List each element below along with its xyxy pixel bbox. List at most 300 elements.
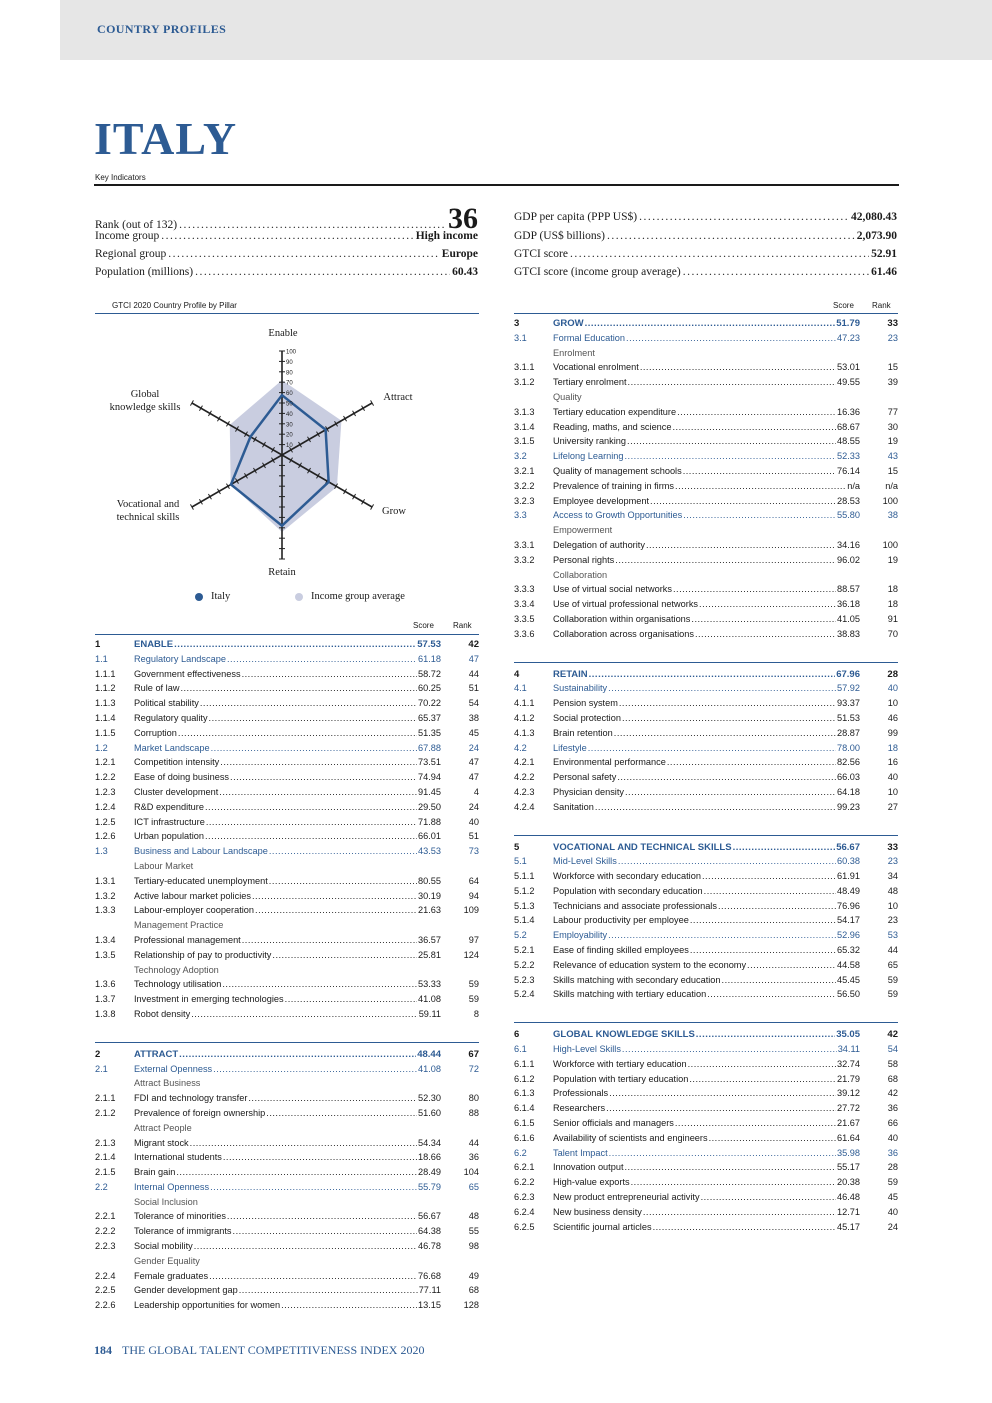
indicator-table-left: [95, 639, 479, 1315]
row-code: 2.1: [95, 1063, 108, 1074]
row-score: 48.44: [417, 1048, 441, 1060]
row-rank: 40: [887, 683, 898, 694]
row-code: 2.2.2: [95, 1226, 116, 1237]
table-row: [95, 1108, 479, 1123]
key-gdp: [514, 230, 897, 248]
row-score: 36.57: [418, 934, 441, 945]
row-name: Ease of finding skilled employees: [553, 945, 689, 956]
key-label: Rank (out of 132): [95, 219, 178, 231]
row-code: 4: [514, 668, 520, 680]
legend-italy: [195, 591, 230, 602]
row-rank: 24: [887, 1221, 898, 1232]
row-code: 3.3.3: [514, 584, 535, 595]
row-code: 1.3.1: [95, 875, 116, 886]
table-row: [95, 1093, 479, 1108]
row-code: 1.3.6: [95, 979, 116, 990]
legend-dot-icon: [195, 593, 203, 601]
table-row: [95, 787, 479, 802]
row-code: 2.1.1: [95, 1093, 116, 1104]
row-code: 2.2.4: [95, 1270, 116, 1281]
row-score: 64.18: [837, 786, 860, 797]
row-name: ICT infrastructure: [134, 816, 205, 827]
sub-pillar-row: [514, 930, 898, 945]
row-rank: 73: [468, 846, 479, 857]
row-rank: 67: [468, 1048, 479, 1060]
table-row: [95, 935, 479, 950]
sub-pillar-row: [514, 510, 898, 525]
table-row: [95, 772, 479, 787]
row-code: 5.1.3: [514, 900, 535, 911]
row-rank: 91: [887, 613, 898, 624]
table-row: [95, 876, 479, 891]
row-score: 48.55: [837, 436, 860, 447]
row-name: High-value exports: [553, 1177, 630, 1188]
row-score: 80.55: [418, 875, 441, 886]
key-regional-group: [95, 248, 478, 266]
row-score: 96.02: [837, 554, 860, 565]
row-code: 3.1.3: [514, 406, 535, 417]
row-name: Population with secondary education: [553, 885, 703, 896]
row-rank: 24: [468, 742, 479, 753]
table-row: [514, 422, 898, 437]
table-row: [514, 802, 898, 817]
row-name: Sustainability: [553, 683, 608, 694]
table-row: [514, 1207, 898, 1222]
row-rank: 68: [468, 1285, 479, 1296]
row-name: Senior officials and managers: [553, 1118, 674, 1129]
row-rank: 70: [887, 628, 898, 639]
row-name: ATTRACT: [134, 1048, 179, 1060]
sub-pillar-row: [95, 654, 479, 669]
row-rank: 100: [882, 539, 898, 550]
row-rank: 10: [887, 786, 898, 797]
table-row: [514, 555, 898, 570]
row-rank: 64: [468, 875, 479, 886]
row-name: Technology utilisation: [134, 979, 222, 990]
axis-label-global-knowledge: Global knowledge skills: [109, 389, 181, 413]
row-name: Leadership opportunities for women: [134, 1300, 281, 1311]
row-score: 12.71: [837, 1206, 860, 1217]
row-score: 78.00: [837, 742, 860, 753]
section-header-bar: [60, 0, 992, 60]
row-name: Collaboration: [553, 569, 608, 580]
table-row: [514, 871, 898, 886]
key-label: GTCI score: [514, 248, 568, 260]
row-name: Physician density: [553, 786, 624, 797]
row-name: RETAIN: [553, 668, 588, 680]
key-value: 52.91: [871, 248, 897, 260]
key-label: GTCI score (income group average): [514, 266, 681, 278]
row-score: 60.38: [837, 856, 860, 867]
row-rank: 27: [887, 801, 898, 812]
row-name: Attract Business: [134, 1078, 201, 1089]
table-row: [95, 1285, 479, 1300]
row-score: 43.53: [418, 846, 441, 857]
row-score: 73.51: [418, 757, 441, 768]
row-code: 1.2.2: [95, 772, 116, 783]
row-score: 51.35: [418, 727, 441, 738]
row-name: Political stability: [134, 698, 199, 709]
row-code: 1.3.3: [95, 905, 116, 916]
row-name: Mid-Level Skills: [553, 856, 617, 867]
row-rank: 40: [887, 1132, 898, 1143]
table-row: [514, 886, 898, 901]
table-row: [514, 698, 898, 713]
sub-pillar-row: [514, 856, 898, 871]
row-name: Regulatory quality: [134, 712, 208, 723]
row-code: 3.3.4: [514, 599, 535, 610]
row-rank: 48: [468, 1211, 479, 1222]
row-name: Scientific journal articles: [553, 1221, 652, 1232]
row-name: Employability: [553, 930, 608, 941]
table-row: [95, 979, 479, 994]
group-label-row: [95, 1123, 479, 1138]
row-score: 56.67: [418, 1211, 441, 1222]
row-name: Market Landscape: [134, 742, 210, 753]
row-rank: 28: [887, 1162, 898, 1173]
row-rank: 36: [468, 1152, 479, 1163]
row-name: Population with tertiary education: [553, 1073, 689, 1084]
row-rank: 15: [887, 362, 898, 373]
row-code: 5.2.2: [514, 959, 535, 970]
row-rank: 40: [468, 816, 479, 827]
row-name: Environmental performance: [553, 757, 666, 768]
sub-pillar-row: [95, 743, 479, 758]
table-row: [514, 1059, 898, 1074]
row-score: 82.56: [837, 757, 860, 768]
table-row: [95, 1226, 479, 1241]
pillar-row: [514, 1029, 898, 1044]
row-code: 2.2.5: [95, 1285, 116, 1296]
row-score: 55.80: [837, 510, 860, 521]
row-name: Researchers: [553, 1103, 606, 1114]
row-score: 66.03: [837, 772, 860, 783]
row-score: 36.18: [837, 599, 860, 610]
row-name: Technology Adoption: [134, 964, 219, 975]
row-rank: 55: [468, 1226, 479, 1237]
table-row: [514, 1133, 898, 1148]
row-code: 3.3: [514, 510, 527, 521]
row-score: 25.81: [418, 949, 441, 960]
section-title: COUNTRY PROFILES: [97, 22, 227, 36]
row-name: Use of virtual professional networks: [553, 599, 699, 610]
row-code: 4.2.3: [514, 786, 535, 797]
row-name: High-Level Skills: [553, 1044, 621, 1055]
key-population: [95, 266, 478, 284]
legend-label: Italy: [211, 591, 231, 602]
row-score: 46.48: [837, 1192, 860, 1203]
row-name: Sanitation: [553, 801, 594, 812]
table-row: [95, 1211, 479, 1226]
row-name: Rule of law: [134, 683, 180, 694]
row-name: Social Inclusion: [134, 1196, 198, 1207]
row-score: 51.60: [418, 1107, 441, 1118]
row-rank: 124: [463, 949, 479, 960]
divider: [514, 313, 898, 314]
table-row: [514, 1162, 898, 1177]
row-rank: 97: [468, 934, 479, 945]
row-name: R&D expenditure: [134, 801, 204, 812]
row-rank: 77: [887, 406, 898, 417]
row-rank: 16: [887, 757, 898, 768]
group-label-row: [95, 920, 479, 935]
row-name: Ease of doing business: [134, 772, 230, 783]
table-row: [514, 1222, 898, 1237]
row-code: 3.3.6: [514, 628, 535, 639]
row-score: 56.67: [836, 841, 860, 853]
row-rank: 36: [887, 1103, 898, 1114]
key-label: Regional group: [95, 248, 167, 260]
sub-pillar-row: [514, 1044, 898, 1059]
divider: [514, 662, 898, 663]
row-rank: 39: [887, 377, 898, 388]
row-score: 52.33: [837, 451, 860, 462]
indicator-table-right: [514, 318, 898, 1236]
row-code: 3.1.5: [514, 436, 535, 447]
radar-tick-label: 70: [286, 380, 293, 387]
sub-pillar-row: [514, 1148, 898, 1163]
pillar-row: [514, 318, 898, 333]
table-row: [514, 496, 898, 511]
row-name: Urban population: [134, 831, 204, 842]
table-row: [514, 757, 898, 772]
key-rank: [95, 202, 478, 235]
table-row: [95, 757, 479, 772]
row-score: 49.55: [837, 377, 860, 388]
row-code: 1.2.6: [95, 831, 116, 842]
radar-tick-label: 40: [286, 411, 293, 418]
row-code: 2.1.5: [95, 1167, 116, 1178]
row-rank: 54: [468, 698, 479, 709]
sub-pillar-row: [514, 451, 898, 466]
row-name: Attract People: [134, 1122, 192, 1133]
row-name: Skills matching with secondary education: [553, 974, 721, 985]
row-score: 35.98: [837, 1147, 860, 1158]
row-score: 61.91: [837, 871, 860, 882]
row-score: 67.88: [418, 742, 441, 753]
axis-label-grow: Grow: [382, 506, 406, 517]
row-rank: 10: [887, 900, 898, 911]
row-code: 1.3.2: [95, 890, 116, 901]
row-score: 34.16: [837, 539, 860, 550]
table-row: [514, 540, 898, 555]
row-code: 6.2.4: [514, 1206, 535, 1217]
row-code: 3.1.1: [514, 362, 535, 373]
row-name: Lifelong Learning: [553, 451, 624, 462]
row-rank: 59: [468, 979, 479, 990]
row-code: 3.2.1: [514, 465, 535, 476]
divider: [514, 835, 898, 836]
row-code: 1.1.5: [95, 727, 116, 738]
row-score: 59.11: [418, 1008, 441, 1019]
table-row: [95, 698, 479, 713]
row-score: 58.72: [418, 668, 441, 679]
rank-header: Rank: [872, 301, 891, 310]
key-value: 2,073.90: [856, 230, 897, 242]
row-score: 57.92: [837, 683, 860, 694]
row-rank: 46: [887, 712, 898, 723]
row-name: Business and Labour Landscape: [134, 846, 268, 857]
row-name: Personal safety: [553, 772, 617, 783]
row-score: 44.58: [837, 959, 860, 970]
row-code: 1.3: [95, 846, 108, 857]
row-code: 5.1.2: [514, 885, 535, 896]
row-code: 2.2.1: [95, 1211, 116, 1222]
pillar-row: [514, 669, 898, 684]
row-score: 45.45: [837, 974, 860, 985]
row-score: 52.96: [837, 930, 860, 941]
table-row: [514, 377, 898, 392]
row-code: 6.1.5: [514, 1118, 535, 1129]
row-code: 6.1.2: [514, 1073, 535, 1084]
row-rank: 58: [887, 1058, 898, 1069]
row-score: 55.17: [837, 1162, 860, 1173]
row-name: Gender development gap: [134, 1285, 238, 1296]
row-name: Innovation output: [553, 1162, 624, 1173]
row-score: 28.87: [837, 727, 860, 738]
row-name: Quality: [553, 391, 582, 402]
row-score: 76.96: [837, 900, 860, 911]
row-name: Availability of scientists and engineers: [553, 1132, 708, 1143]
row-score: 52.30: [418, 1093, 441, 1104]
row-name: Labour Market: [134, 860, 194, 871]
row-rank: 49: [468, 1270, 479, 1281]
row-name: Relevance of education system to the economy: [553, 959, 747, 970]
row-code: 6.2.1: [514, 1162, 535, 1173]
row-name: Competition intensity: [134, 757, 220, 768]
divider: [95, 634, 479, 635]
row-name: Professional management: [134, 934, 241, 945]
table-row: [95, 1167, 479, 1182]
row-rank: 15: [887, 465, 898, 476]
group-label-row: [95, 861, 479, 876]
row-name: Corruption: [134, 727, 177, 738]
row-code: 1.1.2: [95, 683, 116, 694]
group-label-row: [514, 570, 898, 585]
row-code: 3.3.2: [514, 554, 535, 565]
sub-pillar-row: [95, 1064, 479, 1079]
row-rank: 59: [887, 1177, 898, 1188]
key-value: 60.43: [452, 266, 478, 278]
row-code: 3: [514, 318, 520, 329]
table-row: [514, 466, 898, 481]
row-name: Delegation of authority: [553, 539, 645, 550]
row-score: 61.64: [837, 1132, 860, 1143]
row-name: Tolerance of minorities: [134, 1211, 226, 1222]
row-rank: 10: [887, 698, 898, 709]
row-name: Brain retention: [553, 727, 613, 738]
row-rank: 28: [887, 668, 898, 680]
row-rank: 47: [468, 772, 479, 783]
row-score: 60.25: [418, 683, 441, 694]
row-name: Technicians and associate professionals: [553, 900, 717, 911]
row-rank: 53: [887, 930, 898, 941]
table-row: [95, 891, 479, 906]
table-row: [514, 436, 898, 451]
row-score: 68.67: [837, 421, 860, 432]
row-rank: 38: [468, 712, 479, 723]
row-rank: 40: [887, 1206, 898, 1217]
key-value: 42,080.43: [851, 211, 897, 223]
row-name: Migrant stock: [134, 1137, 189, 1148]
row-score: 30.19: [418, 890, 441, 901]
row-code: 6.1: [514, 1044, 527, 1055]
table-row: [95, 1300, 479, 1315]
row-score: 45.17: [837, 1221, 860, 1232]
row-score: 93.37: [837, 698, 860, 709]
row-name: Government effectiveness: [134, 668, 241, 679]
row-rank: 19: [887, 554, 898, 565]
row-code: 6.2.2: [514, 1177, 535, 1188]
row-code: 3.3.5: [514, 613, 535, 624]
row-name: Regulatory Landscape: [134, 653, 226, 664]
row-name: Personal rights: [553, 554, 615, 565]
row-rank: 72: [468, 1063, 479, 1074]
row-code: 6.2: [514, 1147, 527, 1158]
row-rank: 8: [473, 1008, 479, 1019]
row-rank: n/a: [885, 480, 898, 491]
key-label: Income group: [95, 230, 160, 242]
row-code: 1.3.7: [95, 994, 116, 1005]
row-code: 5.1.1: [514, 871, 535, 882]
row-rank: 23: [887, 332, 898, 343]
row-name: Tertiary enrolment: [553, 377, 627, 388]
table-row: [95, 1241, 479, 1256]
row-score: 41.08: [418, 1063, 441, 1074]
row-name: Social mobility: [134, 1241, 193, 1252]
row-score: 57.53: [417, 639, 441, 650]
key-label: Population (millions): [95, 266, 194, 278]
row-code: 6.2.3: [514, 1192, 535, 1203]
table-row: [95, 950, 479, 965]
row-name: International students: [134, 1152, 222, 1163]
row-score: 35.05: [836, 1029, 860, 1041]
key-value: 36: [448, 202, 478, 235]
row-code: 1.1: [95, 653, 108, 664]
row-name: Use of virtual social networks: [553, 584, 672, 595]
row-rank: 47: [468, 653, 479, 664]
page-number: 184: [94, 1343, 112, 1357]
row-code: 5.2: [514, 930, 527, 941]
key-gdp-per-capita: [514, 211, 897, 229]
page-footer: [94, 1343, 424, 1358]
row-code: 1.2.4: [95, 801, 116, 812]
row-name: New business density: [553, 1206, 642, 1217]
row-code: 4.2: [514, 742, 527, 753]
row-rank: 36: [887, 1147, 898, 1158]
row-name: Tertiary-educated unemployment: [134, 875, 268, 886]
axis-label-attract: Attract: [383, 392, 413, 403]
row-code: 1.2.3: [95, 786, 116, 797]
table-row: [514, 362, 898, 377]
row-name: Collaboration within organisations: [553, 613, 691, 624]
row-rank: 54: [887, 1044, 898, 1055]
table-row: [514, 1177, 898, 1192]
row-score: 28.49: [418, 1167, 441, 1178]
table-row: [514, 713, 898, 728]
table-row: [95, 669, 479, 684]
row-name: Gender Equality: [134, 1255, 200, 1266]
row-rank: 44: [468, 668, 479, 679]
row-name: Labour productivity per employee: [553, 915, 689, 926]
row-code: 1.2.1: [95, 757, 116, 768]
divider: [94, 184, 899, 186]
legend-label: Income group average: [311, 591, 405, 602]
row-score: n/a: [847, 480, 860, 491]
row-rank: 59: [887, 974, 898, 985]
table-row: [95, 831, 479, 846]
row-name: Prevalence of training in firms: [553, 480, 675, 491]
